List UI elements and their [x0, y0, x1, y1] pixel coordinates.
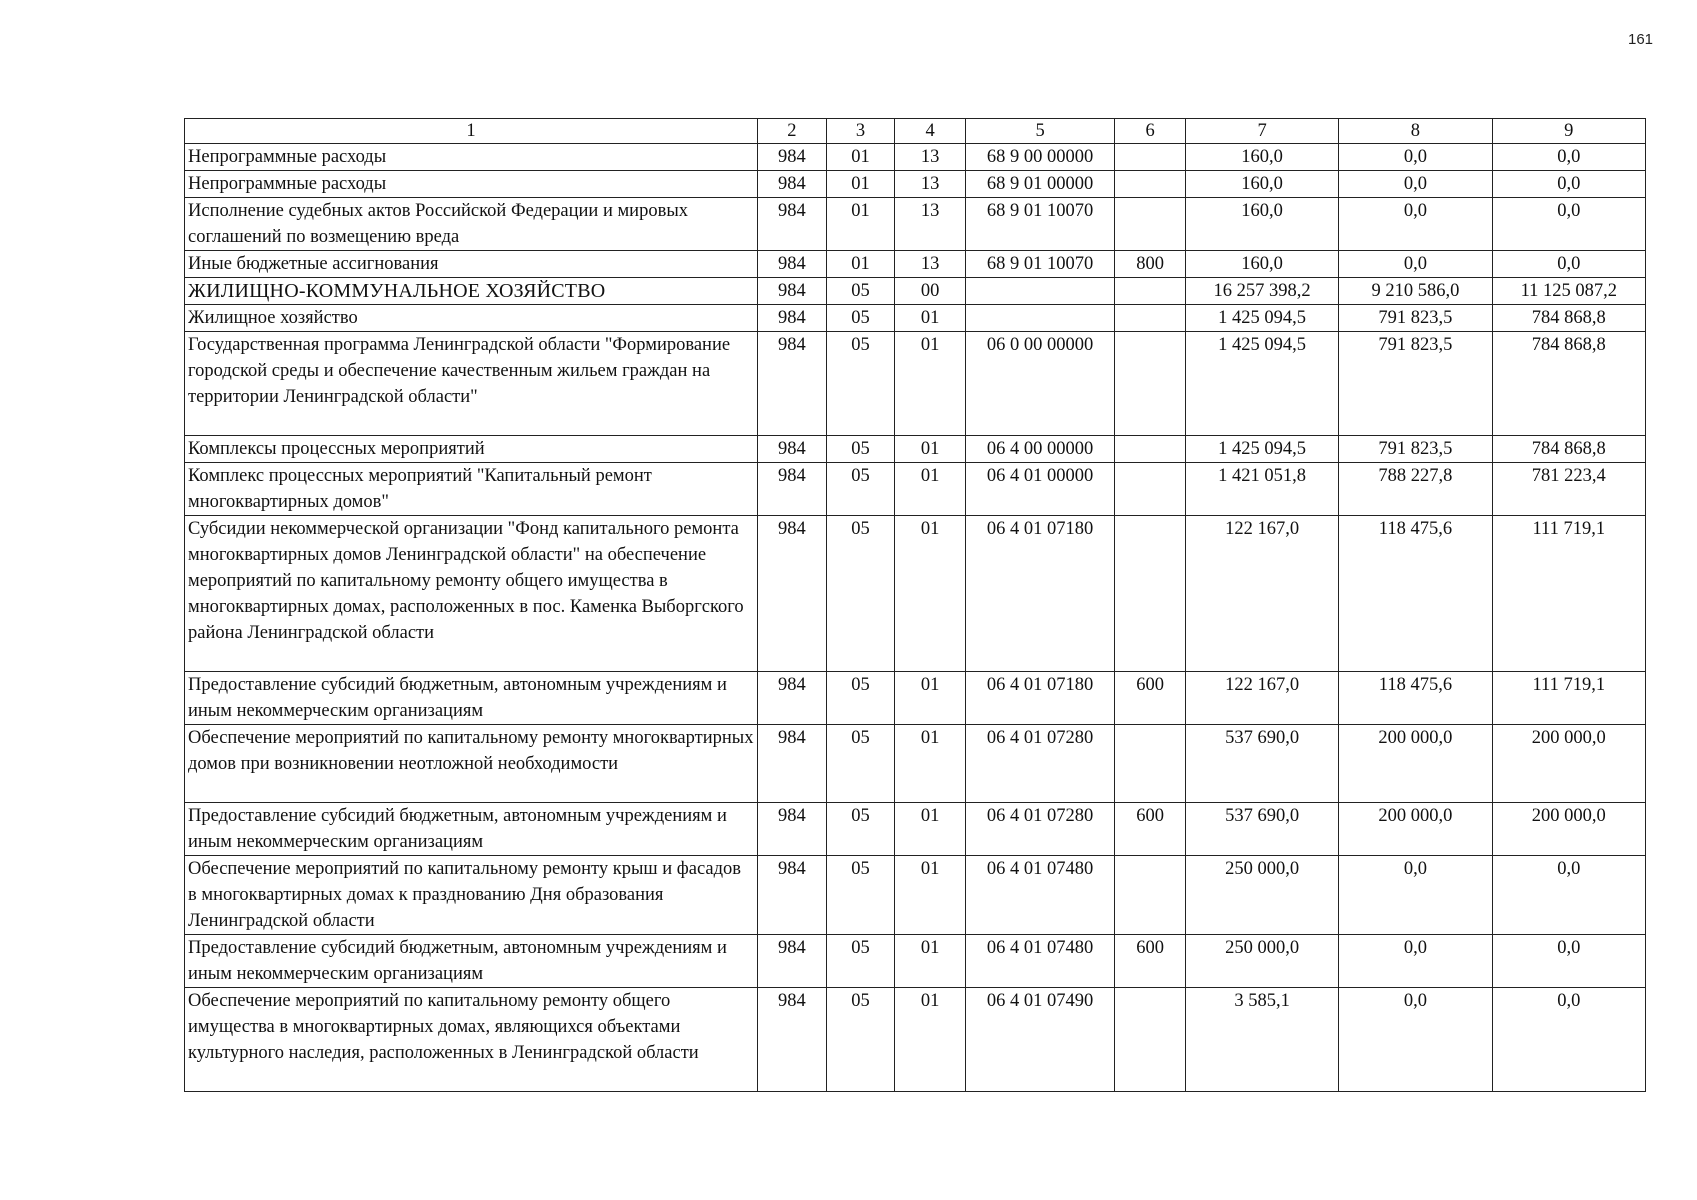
cell-section: 05: [826, 725, 895, 803]
cell-amount-col9: 0,0: [1492, 935, 1645, 988]
cell-target-code: 06 4 01 07480: [965, 935, 1114, 988]
cell-section: 05: [826, 988, 895, 1092]
cell-target-code: 06 4 01 07280: [965, 725, 1114, 803]
cell-section: 05: [826, 516, 895, 672]
table-row: [185, 144, 1646, 171]
cell-ministry: 984: [758, 278, 827, 305]
cell-expense-type: 600: [1115, 935, 1186, 988]
row-name: Обеспечение мероприятий по капитальному ремонту общего имущества в многоквартирных домах, являющихся объектами культурного наследия, расположенных в Ленинградской области: [185, 988, 758, 1092]
cell-amount-col9: 784 868,8: [1492, 436, 1645, 463]
cell-target-code: [965, 278, 1114, 305]
cell-amount-col8: 0,0: [1339, 856, 1492, 935]
cell-section: 05: [826, 278, 895, 305]
table-row: [185, 305, 1646, 332]
table-row: [185, 856, 1646, 935]
row-name: Обеспечение мероприятий по капитальному ремонту крыш и фасадов в многоквартирных домах к празднованию Дня образования Ленинградской области: [185, 856, 758, 935]
cell-expense-type: 600: [1115, 672, 1186, 725]
header-cell: 6: [1115, 119, 1186, 144]
table-row: [185, 988, 1646, 1092]
cell-amount-col7: 1 425 094,5: [1185, 332, 1338, 436]
cell-amount-col9: 0,0: [1492, 198, 1645, 251]
cell-subsection: 01: [895, 516, 966, 672]
cell-subsection: 01: [895, 463, 966, 516]
cell-ministry: 984: [758, 332, 827, 436]
cell-target-code: 06 4 00 00000: [965, 436, 1114, 463]
cell-subsection: 13: [895, 144, 966, 171]
cell-amount-col8: 0,0: [1339, 988, 1492, 1092]
table-row: [185, 436, 1646, 463]
cell-ministry: 984: [758, 856, 827, 935]
cell-expense-type: [1115, 436, 1186, 463]
cell-expense-type: 600: [1115, 803, 1186, 856]
cell-ministry: 984: [758, 171, 827, 198]
table-row: [185, 198, 1646, 251]
page-number: 161: [1628, 31, 1654, 48]
cell-expense-type: 800: [1115, 251, 1186, 278]
cell-amount-col7: 1 421 051,8: [1185, 463, 1338, 516]
table-row: [185, 803, 1646, 856]
header-cell: 7: [1185, 119, 1338, 144]
cell-expense-type: [1115, 171, 1186, 198]
cell-expense-type: [1115, 305, 1186, 332]
row-name: Комплексы процессных мероприятий: [185, 436, 758, 463]
cell-amount-col7: 160,0: [1185, 198, 1338, 251]
cell-subsection: 13: [895, 171, 966, 198]
cell-expense-type: [1115, 725, 1186, 803]
cell-ministry: 984: [758, 725, 827, 803]
cell-amount-col9: 784 868,8: [1492, 332, 1645, 436]
cell-section: 01: [826, 251, 895, 278]
table-row: [185, 672, 1646, 725]
cell-amount-col7: 160,0: [1185, 144, 1338, 171]
cell-amount-col7: 3 585,1: [1185, 988, 1338, 1092]
cell-amount-col8: 118 475,6: [1339, 516, 1492, 672]
cell-amount-col7: 1 425 094,5: [1185, 305, 1338, 332]
row-name: Субсидии некоммерческой организации "Фонд капитального ремонта многоквартирных домов Ленинградской области" на обеспечение мероприятий по капитальному ремонту общего имущества в многоквартирных домах, расположенных в пос. Каменка Выборгского района Ленинградской области: [185, 516, 758, 672]
row-name: Обеспечение мероприятий по капитальному ремонту многоквартирных домов при возникновении неотложной необходимости: [185, 725, 758, 803]
cell-ministry: 984: [758, 436, 827, 463]
cell-amount-col7: 16 257 398,2: [1185, 278, 1338, 305]
cell-amount-col8: 0,0: [1339, 171, 1492, 198]
header-cell: 5: [965, 119, 1114, 144]
row-name: Непрограммные расходы: [185, 144, 758, 171]
cell-expense-type: [1115, 856, 1186, 935]
cell-ministry: 984: [758, 988, 827, 1092]
row-name: Предоставление субсидий бюджетным, автономным учреждениям и иным некоммерческим организациям: [185, 935, 758, 988]
cell-amount-col7: 537 690,0: [1185, 803, 1338, 856]
cell-ministry: 984: [758, 935, 827, 988]
cell-amount-col9: 11 125 087,2: [1492, 278, 1645, 305]
cell-section: 01: [826, 144, 895, 171]
table-row: [185, 332, 1646, 436]
header-cell: 1: [185, 119, 758, 144]
cell-amount-col7: 537 690,0: [1185, 725, 1338, 803]
cell-expense-type: [1115, 988, 1186, 1092]
cell-section: 01: [826, 171, 895, 198]
cell-amount-col8: 791 823,5: [1339, 332, 1492, 436]
cell-ministry: 984: [758, 305, 827, 332]
cell-subsection: 01: [895, 803, 966, 856]
cell-amount-col7: 160,0: [1185, 171, 1338, 198]
cell-ministry: 984: [758, 803, 827, 856]
cell-amount-col7: 160,0: [1185, 251, 1338, 278]
cell-section: 05: [826, 803, 895, 856]
table-row: [185, 516, 1646, 672]
header-cell: 8: [1339, 119, 1492, 144]
table-row: [185, 251, 1646, 278]
cell-target-code: 06 0 00 00000: [965, 332, 1114, 436]
cell-amount-col8: 9 210 586,0: [1339, 278, 1492, 305]
cell-amount-col8: 791 823,5: [1339, 305, 1492, 332]
cell-section: 01: [826, 198, 895, 251]
cell-expense-type: [1115, 144, 1186, 171]
cell-amount-col8: 200 000,0: [1339, 725, 1492, 803]
cell-target-code: 06 4 01 07480: [965, 856, 1114, 935]
cell-amount-col8: 791 823,5: [1339, 436, 1492, 463]
cell-amount-col9: 0,0: [1492, 171, 1645, 198]
cell-section: 05: [826, 856, 895, 935]
cell-target-code: 06 4 01 00000: [965, 463, 1114, 516]
row-name: Государственная программа Ленинградской области "Формирование городской среды и обеспечение качественным жильем граждан на территории Ленинградской области": [185, 332, 758, 436]
cell-section: 05: [826, 305, 895, 332]
cell-amount-col7: 1 425 094,5: [1185, 436, 1338, 463]
cell-ministry: 984: [758, 672, 827, 725]
header-cell: 9: [1492, 119, 1645, 144]
cell-subsection: 01: [895, 436, 966, 463]
cell-ministry: 984: [758, 198, 827, 251]
cell-subsection: 01: [895, 672, 966, 725]
cell-amount-col9: 200 000,0: [1492, 803, 1645, 856]
cell-expense-type: [1115, 516, 1186, 672]
cell-amount-col9: 200 000,0: [1492, 725, 1645, 803]
cell-target-code: 68 9 01 10070: [965, 251, 1114, 278]
cell-expense-type: [1115, 463, 1186, 516]
table-row: [185, 171, 1646, 198]
cell-subsection: 01: [895, 332, 966, 436]
cell-amount-col9: 0,0: [1492, 988, 1645, 1092]
cell-section: 05: [826, 935, 895, 988]
cell-ministry: 984: [758, 144, 827, 171]
row-name: Иные бюджетные ассигнования: [185, 251, 758, 278]
cell-subsection: 13: [895, 251, 966, 278]
cell-amount-col8: 0,0: [1339, 251, 1492, 278]
budget-table: [184, 118, 1646, 1092]
header-cell: 4: [895, 119, 966, 144]
cell-target-code: 06 4 01 07180: [965, 672, 1114, 725]
cell-section: 05: [826, 436, 895, 463]
cell-amount-col9: 781 223,4: [1492, 463, 1645, 516]
cell-subsection: 01: [895, 988, 966, 1092]
cell-amount-col9: 111 719,1: [1492, 672, 1645, 725]
table-row: [185, 935, 1646, 988]
cell-amount-col8: 118 475,6: [1339, 672, 1492, 725]
cell-target-code: 68 9 01 00000: [965, 171, 1114, 198]
cell-amount-col9: 0,0: [1492, 251, 1645, 278]
row-name: Исполнение судебных актов Российской Федерации и мировых соглашений по возмещению вреда: [185, 198, 758, 251]
cell-ministry: 984: [758, 516, 827, 672]
cell-section: 05: [826, 332, 895, 436]
cell-subsection: 01: [895, 856, 966, 935]
cell-target-code: [965, 305, 1114, 332]
cell-ministry: 984: [758, 463, 827, 516]
cell-section: 05: [826, 463, 895, 516]
cell-subsection: 00: [895, 278, 966, 305]
header-cell: 3: [826, 119, 895, 144]
cell-expense-type: [1115, 278, 1186, 305]
cell-subsection: 01: [895, 725, 966, 803]
cell-amount-col9: 784 868,8: [1492, 305, 1645, 332]
cell-target-code: 68 9 00 00000: [965, 144, 1114, 171]
table-row: [185, 278, 1646, 305]
cell-subsection: 13: [895, 198, 966, 251]
row-name: Комплекс процессных мероприятий "Капитальный ремонт многоквартирных домов": [185, 463, 758, 516]
cell-section: 05: [826, 672, 895, 725]
cell-amount-col7: 122 167,0: [1185, 516, 1338, 672]
cell-amount-col8: 0,0: [1339, 198, 1492, 251]
table-header-row: [185, 119, 1646, 144]
cell-target-code: 68 9 01 10070: [965, 198, 1114, 251]
table-row: [185, 725, 1646, 803]
cell-expense-type: [1115, 332, 1186, 436]
cell-target-code: 06 4 01 07280: [965, 803, 1114, 856]
cell-amount-col7: 250 000,0: [1185, 856, 1338, 935]
cell-amount-col8: 0,0: [1339, 935, 1492, 988]
row-name: Предоставление субсидий бюджетным, автономным учреждениям и иным некоммерческим организациям: [185, 672, 758, 725]
cell-amount-col7: 250 000,0: [1185, 935, 1338, 988]
row-name: Непрограммные расходы: [185, 171, 758, 198]
cell-expense-type: [1115, 198, 1186, 251]
cell-subsection: 01: [895, 305, 966, 332]
row-name: Жилищное хозяйство: [185, 305, 758, 332]
cell-subsection: 01: [895, 935, 966, 988]
cell-amount-col9: 111 719,1: [1492, 516, 1645, 672]
cell-ministry: 984: [758, 251, 827, 278]
cell-amount-col8: 0,0: [1339, 144, 1492, 171]
cell-amount-col9: 0,0: [1492, 856, 1645, 935]
cell-amount-col7: 122 167,0: [1185, 672, 1338, 725]
cell-target-code: 06 4 01 07490: [965, 988, 1114, 1092]
cell-target-code: 06 4 01 07180: [965, 516, 1114, 672]
table-row: [185, 463, 1646, 516]
header-cell: 2: [758, 119, 827, 144]
cell-amount-col8: 200 000,0: [1339, 803, 1492, 856]
row-name: Предоставление субсидий бюджетным, автономным учреждениям и иным некоммерческим организациям: [185, 803, 758, 856]
row-name: ЖИЛИЩНО-КОММУНАЛЬНОЕ ХОЗЯЙСТВО: [185, 278, 758, 305]
cell-amount-col8: 788 227,8: [1339, 463, 1492, 516]
cell-amount-col9: 0,0: [1492, 144, 1645, 171]
